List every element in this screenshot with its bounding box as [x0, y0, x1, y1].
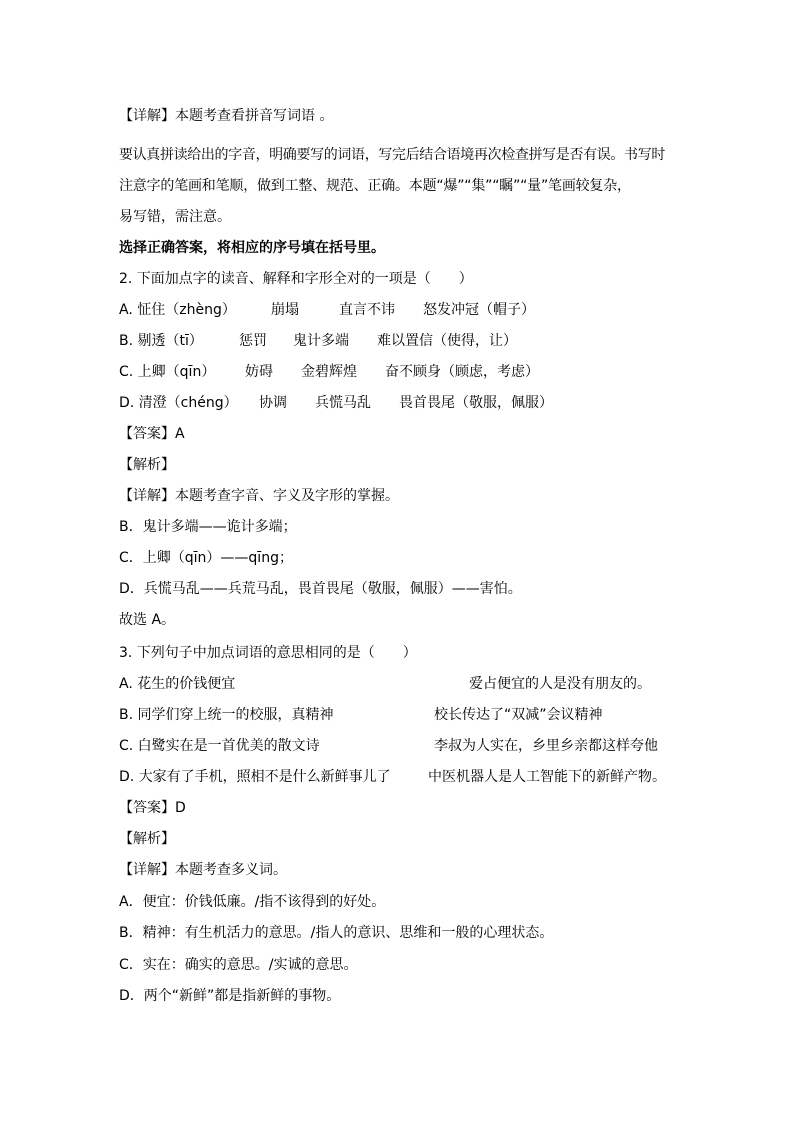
question-2-option-a: A. 怔住（zhèng） 崩塌 直言不讳 怒发冲冠（帽子）: [119, 302, 535, 318]
detail-3-c: C．实在：确实的意思。/实诚的意思。: [119, 957, 358, 973]
section-instruction: 选择正确答案，将相应的序号填在括号里。: [119, 240, 385, 256]
detail-2-d: D．兵慌马乱——兵荒马乱，畏首畏尾（敬服，佩服）——害怕。: [119, 581, 522, 597]
conclusion-2: 故选 A。: [119, 612, 176, 628]
detail-2: 【详解】本题考查字音、字义及字形的掌握。: [119, 488, 399, 504]
detail-heading-1: 【详解】本题考查看拼音写词语 。: [119, 108, 334, 124]
question-2-stem: 2. 下面加点字的读音、解释和字形全对的一项是（ ）: [119, 271, 473, 287]
paragraph-line: 注意字的笔画和笔顺，做到工整、规范、正确。本题“爆”“集”“瞩”“量”笔画较复杂，: [119, 178, 631, 194]
detail-2-b: B．鬼计多端——诡计多端；: [119, 519, 297, 535]
detail-3: 【详解】本题考查多义词。: [119, 862, 287, 878]
question-2-option-d: D. 清澄（chéng） 协调 兵慌马乱 畏首畏尾（敬服，佩服）: [119, 395, 553, 411]
question-3-option-b-left: B. 同学们穿上统一的校服，真精神: [119, 707, 334, 723]
paragraph-line: 要认真拼读给出的字音，明确要写的词语，写完后结合语境再次检查拼写是否有误。书写时: [119, 147, 665, 163]
analysis-heading-3: 【解析】: [119, 831, 175, 847]
question-2-option-b: B. 剔透（tī） 惩罚 鬼计多端 难以置信（使得，让）: [119, 333, 517, 349]
question-3-option-d-right: 中医机器人是人工智能下的新鲜产物。: [428, 769, 666, 785]
analysis-heading-2: 【解析】: [119, 457, 175, 473]
question-3-option-b-right: 校长传达了“双减”会议精神: [434, 707, 603, 723]
detail-3-a: A．便宜：价钱低廉。/指不该得到的好处。: [119, 894, 386, 910]
question-3-option-a-left: A. 花生的价钱便宜: [119, 676, 236, 692]
detail-3-b: B．精神：有生机活力的意思。/指人的意识、思维和一般的心理状态。: [119, 925, 554, 941]
question-2-option-c: C. 上卿（qīn） 妨碍 金碧辉煌 奋不顾身（顾虑，考虑）: [119, 364, 539, 380]
question-3-option-c-left: C. 白鹭实在是一首优美的散文诗: [119, 738, 320, 754]
answer-2: 【答案】A: [119, 426, 185, 442]
paragraph-line: 易写错，需注意。: [119, 209, 231, 225]
question-3-stem: 3. 下列句子中加点词语的意思相同的是（ ）: [119, 645, 417, 661]
detail-3-d: D．两个“新鲜”都是指新鲜的事物。: [119, 988, 341, 1004]
question-3-option-c-right: 李叔为人实在，乡里乡亲都这样夸他: [434, 738, 658, 754]
question-3-option-a-right: 爱占便宜的人是没有朋友的。: [469, 676, 651, 692]
answer-3: 【答案】D: [119, 800, 186, 816]
detail-2-c: C．上卿（qīn）——qīng；: [119, 550, 293, 566]
question-3-option-d-left: D. 大家有了手机，照相不是什么新鲜事儿了: [119, 769, 391, 785]
